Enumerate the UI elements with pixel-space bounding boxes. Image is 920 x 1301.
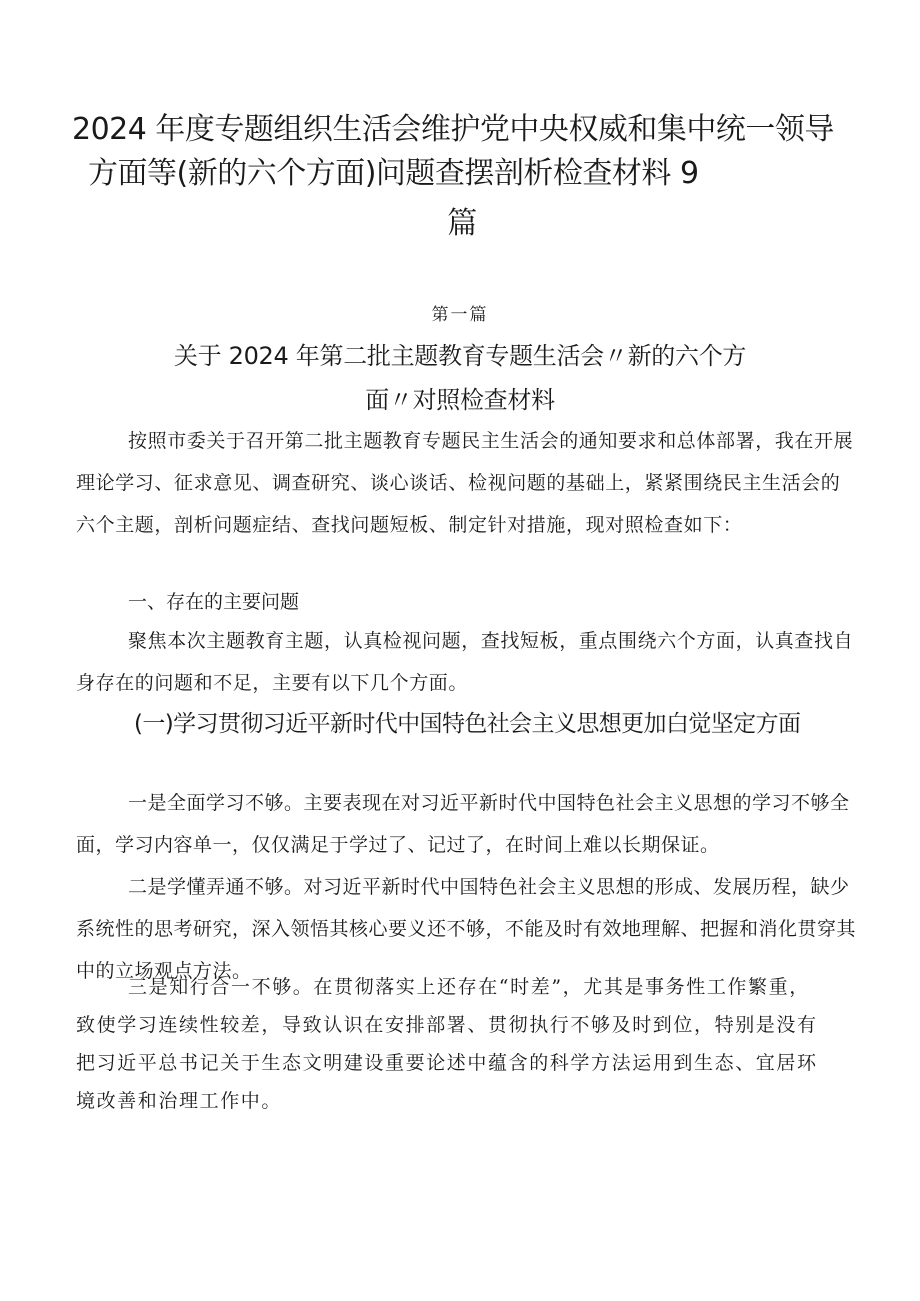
section-title-line-1: 关于 2024 年第二批主题教育专题生活会〃新的六个方 <box>173 342 747 370</box>
document-title <box>72 108 852 246</box>
section-title <box>120 334 800 422</box>
point-paragraph-3: 三是知行合一不够。在贯彻落实上还存在“时差”，尤其是事务性工作繁重，致使学习连续性较差，导致认识在安排部署、贯彻执行不够及时到位，特别是没有把习近平总书记关于生态文明建设重要论述中蕴含的科学方法运用到生态、宜居环境改善和治理工作中。 <box>76 976 818 1112</box>
point-paragraph-2: 二是学懂弄通不够。对习近平新时代中国特色社会主义思想的形成、发展历程，缺少系统性的思考研究，深入领悟其核心要义还不够，不能及时有效地理解、把握和消化贯穿其中的立场观点方法。 <box>76 876 857 982</box>
title-line-3: 篇 <box>447 206 477 241</box>
title-line-2: 方面等(新的六个方面)问题查摆剖析检查材料 9 <box>88 156 699 191</box>
intro-paragraph: 按照市委关于召开第二批主题教育专题民主生活会的通知要求和总体部署，我在开展理论学习、征求意见、调查研究、谈心谈话、检视问题的基础上，紧紧围绕民主生活会的六个主题，剖析问题症结、查找问题短板、制定针对措施，现对照检查如下： <box>76 430 854 536</box>
part-label: 第一篇 <box>431 305 489 325</box>
overview-paragraph: 聚焦本次主题教育主题，认真检视问题，查找短板，重点围绕六个方面，认真查找自身存在的问题和不足，主要有以下几个方面。 <box>76 630 854 694</box>
point-paragraph-1: 一是全面学习不够。主要表现在对习近平新时代中国特色社会主义思想的学习不够全面，学习内容单一，仅仅满足于学过了、记过了，在时间上难以长期保证。 <box>76 792 850 856</box>
section-title-line-2: 面〃对照检查材料 <box>365 386 555 414</box>
subsection-heading: (一)学习贯彻习近平新时代中国特色社会主义思想更加白觉坚定方面 <box>134 711 801 737</box>
title-line-1: 2024 年度专题组织生活会维护党中央权威和集中统一领导 <box>72 112 834 147</box>
section-heading: 一、存在的主要问题 <box>128 591 300 613</box>
